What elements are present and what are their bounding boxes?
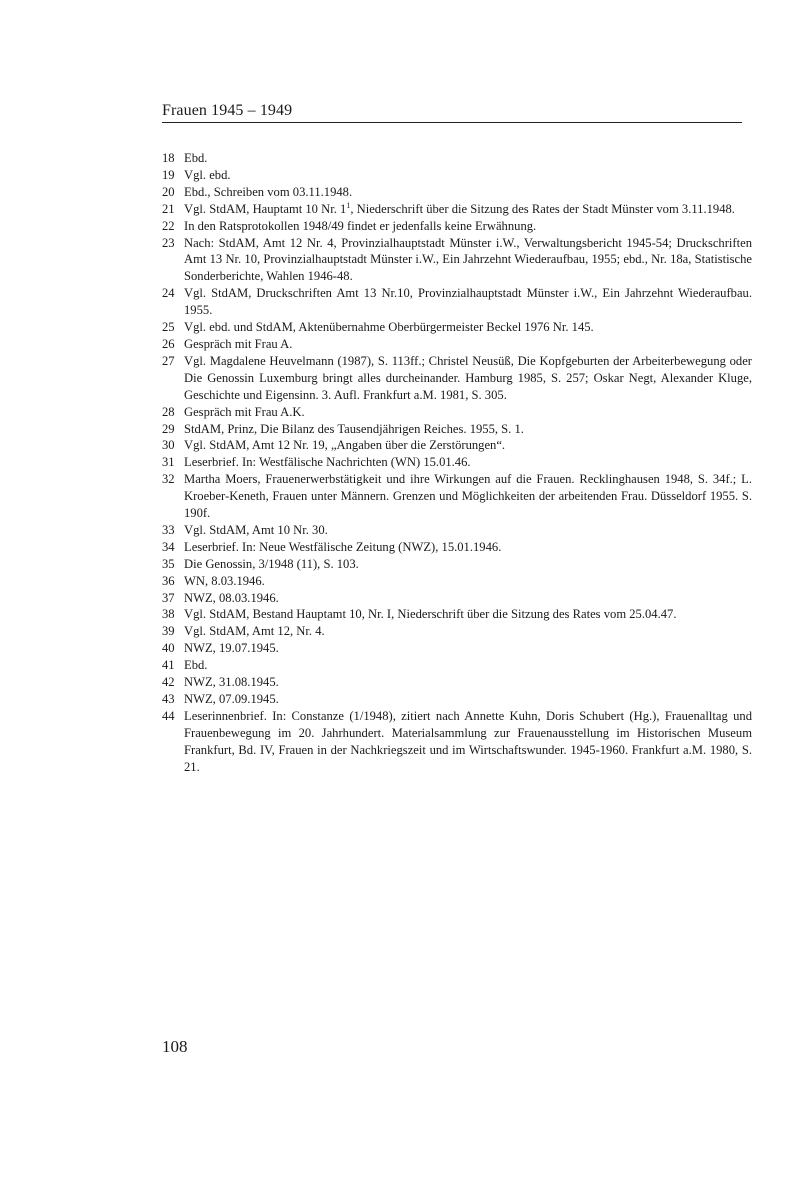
endnote-text: Ebd.: [184, 151, 208, 165]
endnote-40: [162, 640, 752, 657]
endnote-text: NWZ, 31.08.1945.: [184, 675, 279, 690]
endnote-text: Vgl. StdAM, Bestand Hauptamt 10, Nr. I, Niederschrift über die Sitzung des Rates vom 25.04.47.: [184, 607, 677, 622]
endnote-20: [162, 184, 752, 201]
endnote-25: [162, 319, 752, 336]
running-title: Frauen 1945 – 1949: [162, 102, 293, 119]
endnote-29: [162, 421, 752, 438]
endnote-26: [162, 336, 752, 353]
endnote-23: [162, 235, 752, 286]
endnote-number: 44: [162, 708, 175, 723]
endnote-41: [162, 657, 752, 674]
endnote-18: [162, 150, 752, 167]
endnote-number: 32: [162, 472, 175, 487]
endnote-number: 19: [162, 167, 175, 182]
endnote-text: Vgl. ebd.: [184, 167, 231, 182]
endnote-33: [162, 522, 752, 539]
endnote-number: 41: [162, 658, 175, 673]
endnote-24: [162, 285, 752, 319]
page-number: 108: [162, 1037, 188, 1056]
endnotes-list: [162, 150, 752, 776]
endnote-number: 34: [162, 539, 175, 554]
endnote-number: 42: [162, 675, 175, 690]
endnote-text: Vgl. ebd. und StdAM, Aktenübernahme Oberbürgermeister Beckel 1976 Nr. 145.: [184, 320, 594, 335]
endnote-text: Martha Moers, Frauenerwerbstätigkeit und ihre Wirkungen auf die Frauen. Recklinghausen 1948, S. 34f.; L. Kroeber-Keneth, Frauen unter Männern. Grenzen und Möglichkeiten der arbeitenden Frau. Düsseldorf 1955. S. 190f.: [184, 472, 752, 521]
endnote-19: [162, 167, 752, 184]
endnote-text-part: , Niederschrift über die Sitzung des Rates der Stadt Münster vom 3.11.1948.: [350, 201, 735, 216]
endnote-number: 37: [162, 590, 175, 605]
endnote-21: [162, 201, 752, 218]
endnote-text: NWZ, 08.03.1946.: [184, 590, 279, 605]
endnote-44: [162, 708, 752, 776]
endnote-number: 40: [162, 641, 175, 656]
endnote-text: In den Ratsprotokollen 1948/49 findet er jedenfalls keine Erwähnung.: [184, 218, 537, 233]
endnote-text: Vgl. StdAM, Amt 12 Nr. 19, „Angaben über die Zerstörungen“.: [184, 438, 506, 453]
endnote-number: 25: [162, 320, 175, 335]
endnote-text: Gespräch mit Frau A.K.: [184, 404, 305, 419]
endnote-number: 35: [162, 556, 175, 571]
endnote-number: 23: [162, 235, 175, 250]
endnote-30: [162, 437, 752, 454]
endnote-number: 29: [162, 421, 175, 436]
endnote-text: WN, 8.03.1946.: [184, 573, 265, 588]
endnote-text: Ebd.: [184, 658, 208, 673]
endnote-37: [162, 590, 752, 607]
endnote-35: [162, 556, 752, 573]
endnote-42: [162, 674, 752, 691]
endnote-31: [162, 454, 752, 471]
endnote-text: NWZ, 07.09.1945.: [184, 692, 279, 706]
endnote-text: Leserinnenbrief. In: Constanze (1/1948), zitiert nach Annette Kuhn, Doris Schubert (Hg.), Frauenalltag und Frauenbewegung im 20. Jahrhundert. Materialsammlung zur Frauenausstellung im Historischen Museum Frankfurt, Bd. IV, Frauen in der Nachkriegszeit und im Wirtschaftswunder. 1945-1960. Frankfurt a.M. 1980, S. 21.: [184, 708, 752, 774]
endnote-number: 39: [162, 624, 175, 639]
endnote-22: [162, 218, 752, 235]
endnote-32: [162, 471, 752, 522]
endnote-number: 22: [162, 218, 175, 233]
endnote-text-part: Vgl. StdAM, Hauptamt 10 Nr. 1: [184, 201, 347, 216]
endnote-text: Vgl. StdAM, Druckschriften Amt 13 Nr.10, Provinzialhauptstadt Münster i.W., Ein Jahrzehnt Wiederaufbau. 1955.: [184, 286, 752, 318]
endnote-28: [162, 404, 752, 421]
endnote-number: 26: [162, 336, 175, 351]
endnote-number: 28: [162, 404, 175, 419]
endnote-number: 24: [162, 286, 175, 301]
endnote-27: [162, 353, 752, 404]
endnote-text: StdAM, Prinz, Die Bilanz des Tausendjährigen Reiches. 1955, S. 1.: [184, 421, 524, 436]
endnote-text: Leserbrief. In: Westfälische Nachrichten (WN) 15.01.46.: [184, 455, 471, 470]
endnote-text: Nach: StdAM, Amt 12 Nr. 4, Provinzialhauptstadt Münster i.W., Verwaltungsbericht 1945-54; Druckschriften Amt 13 Nr. 10, Provinzialhauptstadt Münster i.W., Ein Jahrzehnt Wiederaufbau, 1955; ebd., Nr. 18a, Statistische Sonderberichte, Wahlen 1946-48.: [184, 235, 752, 284]
endnote-number: 27: [162, 353, 175, 368]
endnote-number: 20: [162, 184, 175, 199]
endnote-34: [162, 539, 752, 556]
endnote-number: 33: [162, 522, 175, 537]
endnote-text: Leserbrief. In: Neue Westfälische Zeitung (NWZ), 15.01.1946.: [184, 539, 502, 554]
endnote-text: [184, 201, 752, 218]
endnote-text: Die Genossin, 3/1948 (11), S. 103.: [184, 556, 359, 571]
endnote-text: Ebd., Schreiben vom 03.11.1948.: [184, 184, 353, 199]
endnote-text: Vgl. StdAM, Amt 10 Nr. 30.: [184, 522, 328, 537]
endnote-text: Vgl. StdAM, Amt 12, Nr. 4.: [184, 624, 325, 639]
endnote-36: [162, 573, 752, 590]
endnote-number: 18: [162, 151, 175, 165]
superscript: 1: [346, 200, 351, 210]
endnote-text: NWZ, 19.07.1945.: [184, 641, 279, 656]
endnote-43: [162, 691, 752, 708]
endnote-39: [162, 623, 752, 640]
endnote-text: Vgl. Magdalene Heuvelmann (1987), S. 113ff.; Christel Neusüß, Die Kopfgeburten der Arbeiterbewegung oder Die Genossin Luxemburg bringt alles durcheinander. Hamburg 1985, S. 257; Oskar Negt, Alexander Kluge, Geschichte und Eigensinn. 3. Aufl. Frankfurt a.M. 1981, S. 305.: [184, 353, 752, 402]
running-header: [162, 98, 742, 123]
endnote-number: 38: [162, 607, 175, 622]
endnote-text: Gespräch mit Frau A.: [184, 336, 293, 351]
endnote-number: 36: [162, 573, 175, 588]
endnote-number: 21: [162, 201, 175, 216]
endnote-number: 43: [162, 692, 175, 706]
endnote-number: 31: [162, 455, 175, 470]
endnote-number: 30: [162, 438, 175, 453]
endnote-38: [162, 606, 752, 623]
